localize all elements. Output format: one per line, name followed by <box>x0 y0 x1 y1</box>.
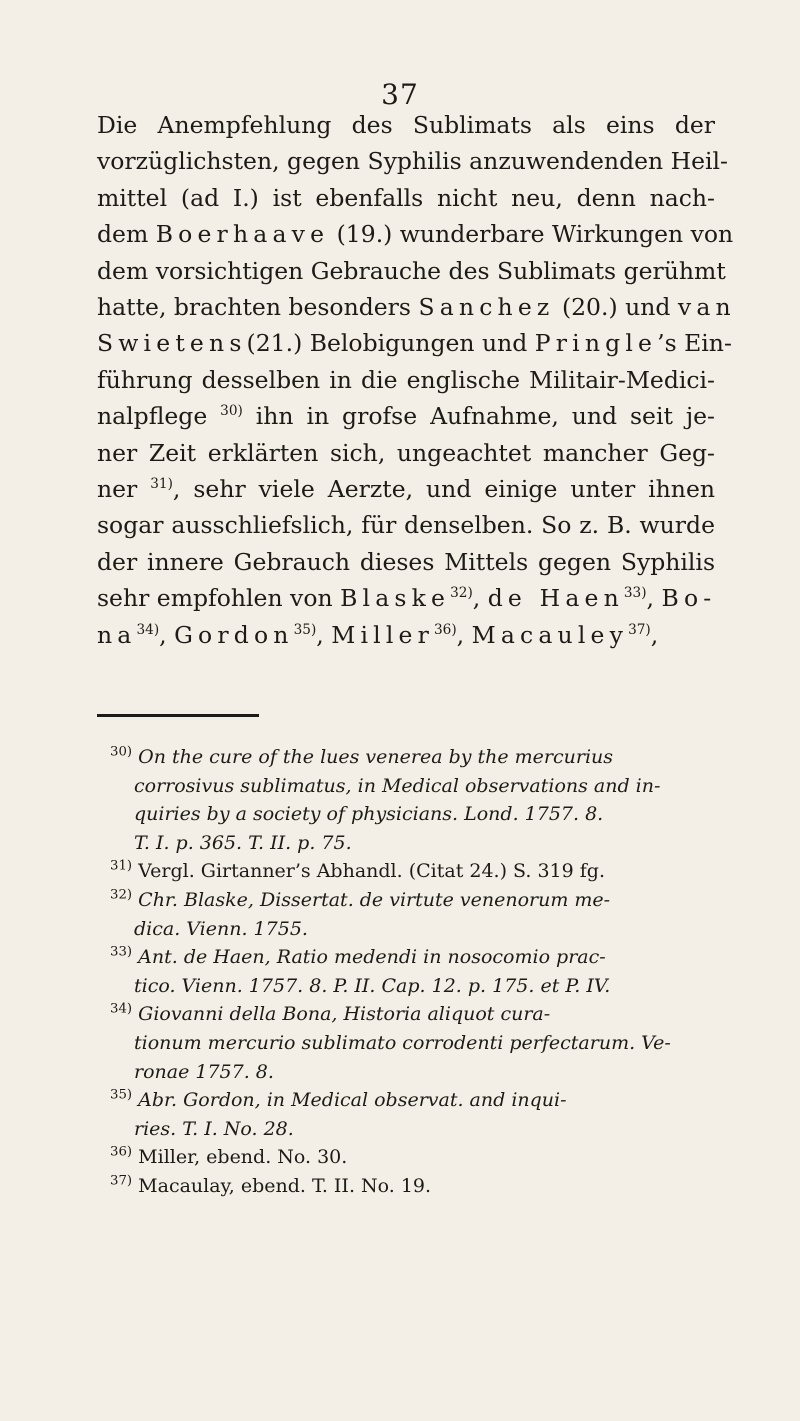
text-run: nalpflege <box>97 402 221 431</box>
footnote-text: tico. Vienn. 1757. 8. P. II. Cap. 12. p. 175. et P. IV. <box>134 974 611 997</box>
footnote-text: tionum mercurio sublimato corrodenti perfectarum. Ve- <box>134 1031 671 1054</box>
footnote-number: 37) <box>110 1173 133 1189</box>
footnote-ref: 36) <box>434 621 457 638</box>
footnote-line <box>110 972 715 1001</box>
footnote-text: Vergl. Girtanner’s Abhandl. (Citat 24.) S. 319 fg. <box>138 860 606 883</box>
text-run: ihn in grofse Aufnahme, und seit je- <box>242 402 715 431</box>
text-line <box>97 325 732 361</box>
text-line: Die Anempfehlung des Sublimats als eins der <box>97 111 715 139</box>
footnote <box>110 1086 715 1143</box>
footnote-number: 36) <box>110 1144 133 1160</box>
footnote-text: ries. T. I. No. 28. <box>134 1117 294 1140</box>
text-run: ner <box>97 475 151 504</box>
text-run: ’s Ein- <box>657 329 732 358</box>
footnote-line <box>110 743 715 772</box>
footnote-number: 30) <box>110 744 133 760</box>
footnote-text: Chr. Blaske, Dissertat. de virtute venenorum me- <box>138 888 611 911</box>
footnote-ref: 31) <box>150 476 173 493</box>
footnote-line <box>110 1143 715 1172</box>
footnote-number: 34) <box>110 1002 133 1018</box>
footnote-separator <box>97 714 259 717</box>
text-line <box>97 398 715 434</box>
text-run: , <box>650 620 659 649</box>
footnote-line <box>110 1000 715 1029</box>
footnote-text: Abr. Gordon, in Medical observat. and inqui- <box>138 1089 567 1112</box>
author-name: na <box>97 620 137 649</box>
author-name: Sanchez <box>418 293 555 322</box>
text-run: , <box>646 584 662 613</box>
footnote-line <box>110 772 715 801</box>
text-run: , <box>159 620 175 649</box>
footnote-line <box>110 1058 715 1087</box>
footnote-ref: 34) <box>136 621 160 638</box>
footnote-ref: 37) <box>628 621 651 638</box>
footnote-number: 33) <box>110 944 133 960</box>
author-name: Macauley <box>471 620 629 649</box>
footnote-ref: 35) <box>293 621 317 638</box>
footnote <box>110 857 715 886</box>
footnote-number: 35) <box>110 1087 133 1103</box>
author-name: Bo- <box>661 584 717 613</box>
footnote <box>110 1000 715 1086</box>
text-run: (19.) wunderbare Wirkungen von <box>329 220 734 249</box>
text-line <box>97 617 715 653</box>
footnote-ref: 33) <box>623 585 647 602</box>
footnote-line <box>110 829 715 858</box>
text-run: , <box>316 620 332 649</box>
footnote-line <box>110 800 715 829</box>
footnote-text: Miller, ebend. No. 30. <box>138 1146 348 1169</box>
footnote-line <box>110 857 715 886</box>
text-run: , <box>456 620 472 649</box>
author-name: van <box>677 293 736 322</box>
text-line: mittel (ad I.) ist ebenfalls nicht neu, denn nach- <box>97 183 715 212</box>
footnote-text: Giovanni della Bona, Historia aliquot cura- <box>138 1003 551 1026</box>
text-line: vorzüglichsten, gegen Syphilis anzuwendenden Heil- <box>97 147 729 176</box>
footnote-text: T. I. p. 365. T. II. p. 75. <box>134 831 352 854</box>
footnote-text: corrosivus sublimatus, in Medical observations and in- <box>134 774 661 797</box>
text-line: sogar ausschliefslich, für denselben. So z. B. wurde <box>97 511 715 540</box>
text-line <box>97 289 736 325</box>
author-name: Miller <box>331 620 435 649</box>
text-line: dem vorsichtigen Gebrauche des Sublimats gerühmt <box>97 256 726 285</box>
text-run: , sehr viele Aerzte, und einige unter ihnen <box>172 475 715 504</box>
footnote-line <box>110 943 715 972</box>
text-run: , <box>472 584 488 613</box>
footnote-ref: 32) <box>450 585 473 602</box>
footnote-text: quiries by a society of physicians. Lond. 1757. 8. <box>134 803 604 826</box>
footnote <box>110 1172 715 1201</box>
text-line <box>97 216 734 252</box>
author-name: Swietens <box>97 329 247 358</box>
footnote <box>110 943 715 1000</box>
footnote-text: Macaulay, ebend. T. II. No. 19. <box>138 1174 432 1197</box>
footnote-number: 31) <box>110 859 133 875</box>
footnote <box>110 886 715 943</box>
footnote-line <box>110 1029 715 1058</box>
footnote <box>110 743 715 857</box>
footnote-line <box>110 1115 715 1144</box>
text-run: (21.) Belobigungen und <box>246 329 535 358</box>
footnote-text: On the cure of the lues venerea by the mercurius <box>138 746 614 768</box>
footnote <box>110 1143 715 1172</box>
footnote-number: 32) <box>110 887 133 903</box>
text-run: dem <box>97 220 156 249</box>
text-line: ner Zeit erklärten sich, ungeachtet mancher Geg- <box>97 438 715 467</box>
footnote-line <box>110 886 715 915</box>
footnote-ref: 30) <box>220 403 243 420</box>
footnote-text: dica. Vienn. 1755. <box>134 917 308 940</box>
footnote-line <box>110 915 715 944</box>
author-name: Boerhaave <box>155 220 330 249</box>
author-name: de Haen <box>487 584 624 613</box>
text-run: hatte, brachten besonders <box>97 293 419 322</box>
footnote-line <box>110 1172 715 1201</box>
footnotes <box>110 743 715 1201</box>
text-line <box>97 471 715 507</box>
text-run: (20.) und <box>554 293 678 322</box>
footnote-line <box>110 1086 715 1115</box>
author-name: Pringle <box>534 329 658 358</box>
footnote-text: ronae 1757. 8. <box>134 1060 274 1083</box>
footnote-text: Ant. de Haen, Ratio medendi in nosocomio prac- <box>138 946 606 969</box>
author-name: Blaske <box>340 584 451 613</box>
text-line <box>97 580 715 616</box>
text-line: der innere Gebrauch dieses Mittels gegen Syphilis <box>97 547 715 576</box>
main-paragraph <box>97 107 736 653</box>
text-line: führung desselben in die englische Militair-Medici- <box>97 365 715 394</box>
page-number: 37 <box>381 78 419 111</box>
author-name: Gordon <box>174 620 294 649</box>
text-run: sehr empfohlen von <box>97 584 341 613</box>
